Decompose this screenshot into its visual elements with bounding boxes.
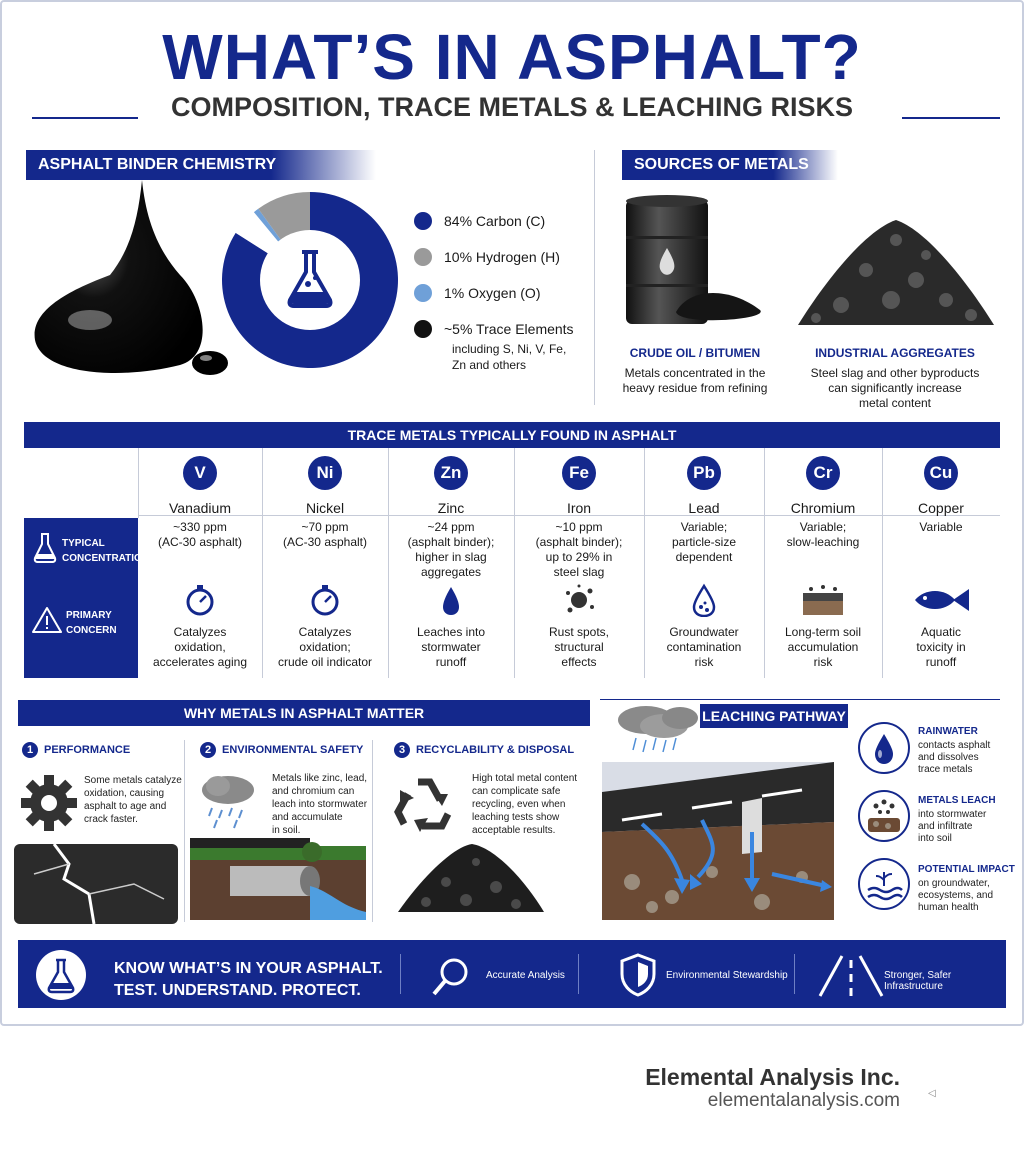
divider (882, 448, 883, 678)
oil-barrel-illustration (620, 192, 770, 332)
legend-carbon (414, 212, 545, 230)
element-symbol-badge: Cu (924, 456, 958, 490)
text-line: (asphalt binder); (535, 535, 623, 549)
concern-icon (262, 583, 388, 617)
concern-icon (138, 583, 262, 617)
aggregate-pile-illustration (796, 210, 996, 330)
aggregate-pile-illustration (396, 842, 546, 914)
concern-text (262, 625, 388, 670)
text-line: structural (554, 640, 604, 654)
recyclability-heading (394, 742, 574, 758)
why-heading: WHY METALS IN ASPHALT MATTER (18, 700, 590, 726)
text-line: oxidation, (174, 640, 226, 654)
crude-text (600, 366, 790, 396)
text-line: accelerates aging (152, 655, 248, 669)
text-line: leaching tests show (472, 812, 560, 823)
divider (764, 448, 765, 678)
legend-label: ~5% Trace Elements (444, 321, 574, 337)
crude-title: CRUDE OIL / BITUMEN (629, 346, 761, 360)
concentration-text (262, 520, 388, 550)
title-rule-right (902, 117, 1000, 119)
divider (794, 954, 795, 994)
concentration-text (764, 520, 882, 550)
text-line: into stormwater (918, 809, 987, 820)
text-line: particle-size (671, 535, 737, 549)
text-line: slow-leaching (786, 535, 860, 549)
text-line: trace metals (918, 764, 973, 775)
shield-icon (618, 952, 658, 998)
text-line: (AC-30 asphalt) (157, 535, 243, 549)
leaching-heading: LEACHING PATHWAY (700, 704, 848, 728)
binder-heading: ASPHALT BINDER CHEMISTRY (26, 150, 376, 180)
step3-text (918, 878, 993, 914)
text-line: recycling, even when (472, 799, 566, 810)
text-line: up to 29% in (545, 550, 613, 564)
raindrop-icon (858, 722, 910, 774)
text-line: oxidation, causing (84, 788, 165, 799)
concentration-text (138, 520, 262, 550)
legend-swatch (414, 248, 432, 266)
asphalt-drop-illustration (30, 180, 230, 380)
leaching-rule (600, 699, 1000, 700)
text-line: (AC-30 asphalt) (282, 535, 368, 549)
text-line: Variable (919, 520, 963, 534)
crude-text-line: Metals concentrated in the (624, 366, 766, 380)
company-website[interactable]: elementalanalysis.com (707, 1090, 900, 1111)
concern-icon (764, 583, 882, 617)
metals-row-header (24, 518, 150, 678)
stormwater-drain-illustration (190, 836, 366, 920)
element-name: Nickel (305, 500, 345, 516)
text-line: and accumulate (272, 812, 343, 823)
company-name: Elemental Analysis Inc. (645, 1064, 900, 1090)
element-symbol-badge: Zn (434, 456, 468, 490)
warning-icon (32, 606, 62, 639)
text-line: on groundwater, (918, 878, 990, 889)
rain-cloud-icon (198, 770, 262, 830)
concern-icon (644, 583, 764, 617)
footer-banner (18, 940, 1006, 1008)
text-line: human health (918, 902, 979, 913)
text-line: Groundwater (669, 625, 739, 639)
text-line: accumulation (787, 640, 859, 654)
aggregates-text-line: metal content (858, 396, 932, 410)
element-name: Lead (688, 500, 720, 516)
element-symbol-badge: V (183, 456, 217, 490)
row-label-line: CONCERN (66, 625, 117, 636)
element-symbol-badge: Fe (562, 456, 596, 490)
legend-swatch (414, 284, 432, 302)
divider (388, 448, 389, 678)
aggregates-text-line: Steel slag and other byproducts (810, 366, 980, 380)
concentration-row-label (62, 536, 149, 566)
concern-icon (882, 583, 1000, 617)
element-name: Zinc (437, 500, 465, 516)
metal-column-iron (514, 448, 644, 678)
element-name: Vanadium (168, 500, 231, 516)
row-label-line: CONCENTRATION (62, 553, 150, 564)
divider (138, 448, 139, 518)
environmental-heading (200, 742, 363, 758)
text-line: and dissolves (918, 752, 979, 763)
text-line: risk (813, 655, 833, 669)
text-line: ~24 ppm (427, 520, 475, 534)
text-line: Variable; (680, 520, 728, 534)
aggregates-title: INDUSTRIAL AGGREGATES (815, 346, 975, 360)
text-line: ~10 ppm (555, 520, 603, 534)
section-title: PERFORMANCE (44, 744, 131, 756)
metal-column-nickel (262, 448, 388, 678)
concern-text (138, 625, 262, 670)
play-arrow-icon: ◁ (928, 1088, 936, 1099)
text-line: risk (694, 655, 714, 669)
environmental-text (272, 772, 367, 837)
gear-icon (20, 774, 78, 832)
text-line: leach into stormwater (272, 799, 368, 810)
text-line: Aquatic (920, 625, 962, 639)
text-line: Some metals catalyze (84, 775, 182, 786)
divider (184, 740, 185, 922)
concentration-text (644, 520, 764, 565)
text-line: and chromium can (272, 786, 355, 797)
metal-column-chromium (764, 448, 882, 678)
step3-title: POTENTIAL IMPACT (918, 864, 1015, 875)
flask-icon (32, 532, 58, 569)
text-line: in soil. (272, 825, 301, 836)
legend-label: 1% Oxygen (O) (444, 285, 541, 301)
performance-text (84, 774, 182, 826)
row-label-line: TYPICAL (62, 538, 105, 549)
text-line: toxicity in (916, 640, 966, 654)
metals-heading: TRACE METALS TYPICALLY FOUND IN ASPHALT (24, 422, 1000, 448)
crude-text-line: heavy residue from refining (622, 381, 768, 395)
flask-icon (36, 950, 86, 1000)
text-line: crack faster. (84, 814, 138, 825)
legend-swatch (414, 320, 432, 338)
element-name: Iron (566, 500, 592, 516)
step2-text (918, 809, 986, 845)
legend-hydrogen (414, 248, 560, 266)
divider (372, 740, 373, 922)
section-title: ENVIRONMENTAL SAFETY (222, 744, 364, 756)
concern-text (514, 625, 644, 670)
text-line: Rust spots, (548, 625, 610, 639)
element-symbol-badge: Pb (687, 456, 721, 490)
concentration-text (882, 520, 1000, 535)
metal-column-vanadium (138, 448, 262, 678)
text-line: oxidation; (299, 640, 351, 654)
text-line: higher in slag (415, 550, 487, 564)
tagline-line: KNOW WHAT’S IN YOUR ASPHALT. (114, 960, 383, 977)
text-line: Catalyzes (298, 625, 352, 639)
soil-particles-icon (858, 790, 910, 842)
text-line: dependent (675, 550, 733, 564)
trace-note-line: including S, Ni, V, Fe, (452, 342, 567, 356)
text-line: runoff (925, 655, 957, 669)
text-line: ~330 ppm (173, 520, 227, 534)
text-line: ecosystems, and (918, 890, 994, 901)
divider (578, 954, 579, 994)
concern-icon (388, 583, 514, 617)
page-subtitle: COMPOSITION, TRACE METALS & LEACHING RISKS (170, 92, 853, 122)
text-line: Variable; (799, 520, 847, 534)
footer-tagline (114, 958, 383, 1002)
recyclability-text (472, 772, 577, 837)
metal-column-copper (882, 448, 1000, 678)
sources-heading: SOURCES OF METALS (622, 150, 838, 180)
recycle-icon (390, 772, 458, 840)
element-name: Copper (918, 500, 964, 516)
text-line: Leaches into (416, 625, 486, 639)
row-label-line: PRIMARY (66, 610, 112, 621)
tagline-line: TEST. UNDERSTAND. PROTECT. (114, 982, 361, 999)
text-line: stormwater (421, 640, 481, 654)
composition-donut-chart (220, 190, 400, 370)
text-line: asphalt to age and (84, 801, 167, 812)
text-line: Catalyzes (173, 625, 227, 639)
trace-note-line: Zn and others (452, 358, 527, 372)
concern-icon (514, 583, 644, 617)
section-number: 1 (22, 742, 38, 758)
section-title: RECYCLABILITY & DISPOSAL (416, 744, 575, 756)
text-line: Metals like zinc, lead, (272, 773, 368, 784)
step2-title: METALS LEACH (918, 795, 996, 806)
cracked-pavement-illustration (14, 844, 178, 924)
text-line: steel slag (553, 565, 605, 579)
divider (400, 954, 401, 994)
trace-note (452, 341, 566, 373)
text-line: contamination (666, 640, 742, 654)
concern-row-label (66, 608, 117, 638)
footer-item-infrastructure: Stronger, Safer Infrastructure (884, 970, 952, 992)
waves-plant-icon (858, 858, 910, 910)
road-icon (816, 954, 886, 998)
text-line: ~70 ppm (301, 520, 349, 534)
performance-heading (22, 742, 130, 758)
legend-swatch (414, 212, 432, 230)
element-name: Chromium (790, 500, 856, 516)
legend-trace (414, 320, 574, 338)
metal-column-lead (644, 448, 764, 678)
section-number: 3 (394, 742, 410, 758)
divider (514, 448, 515, 678)
leaching-pathway-illustration (602, 702, 834, 920)
element-symbol-badge: Ni (308, 456, 342, 490)
text-line: contacts asphalt (918, 740, 991, 751)
divider (594, 150, 595, 405)
concern-text (764, 625, 882, 670)
text-line: into soil (918, 833, 952, 844)
step1-title: RAINWATER (918, 726, 978, 737)
legend-oxygen (414, 284, 540, 302)
concentration-text (514, 520, 644, 580)
text-line: can complicate safe (472, 786, 561, 797)
text-line: effects (561, 655, 597, 669)
step1-text (918, 740, 990, 776)
concern-text (882, 625, 1000, 670)
text-line: (asphalt binder); (407, 535, 495, 549)
divider (644, 448, 645, 678)
text-line: acceptable results. (472, 825, 556, 836)
text-line: aggregates (420, 565, 482, 579)
magnifier-icon (428, 954, 474, 998)
concern-text (644, 625, 764, 670)
element-symbol-badge: Cr (806, 456, 840, 490)
aggregates-text-line: can significantly increase (828, 381, 962, 395)
divider (262, 448, 263, 678)
legend-label: 84% Carbon (C) (444, 213, 546, 229)
page-title: WHAT’S IN ASPHALT? (162, 21, 862, 93)
text-line: runoff (435, 655, 467, 669)
section-number: 2 (200, 742, 216, 758)
text-line: and infiltrate (918, 821, 973, 832)
text-line: High total metal content (472, 773, 578, 784)
concentration-text (388, 520, 514, 580)
metal-column-zinc (388, 448, 514, 678)
text-line: crude oil indicator (277, 655, 373, 669)
aggregates-text (790, 366, 1000, 411)
footer-item-stewardship: Environmental Stewardship (666, 970, 788, 981)
legend-label: 10% Hydrogen (H) (444, 249, 560, 265)
concern-text (388, 625, 514, 670)
text-line: Long-term soil (784, 625, 862, 639)
footer-item-analysis: Accurate Analysis (486, 970, 565, 981)
